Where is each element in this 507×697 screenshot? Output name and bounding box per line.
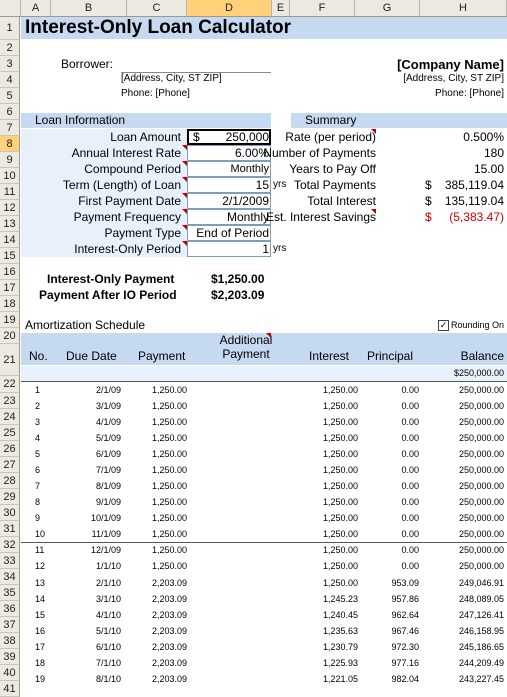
loan-info-label-2: Compound Period <box>84 162 181 176</box>
table-cell-balance: 250,000.00 <box>458 401 504 411</box>
table-cell-payment: 1,250.00 <box>151 529 187 539</box>
table-cell-payment: 2,203.09 <box>151 578 187 588</box>
table-cell-balance: 250,000.00 <box>458 529 504 539</box>
table-cell-balance: 250,000.00 <box>458 513 504 523</box>
summary-value-4: 135,119.04 <box>444 194 504 208</box>
table-row <box>21 414 507 430</box>
company-name: [Company Name] <box>397 57 504 72</box>
table-cell-interest: 1,221.05 <box>322 674 358 684</box>
row-header-32[interactable]: 32 <box>0 537 20 553</box>
row-header-35[interactable]: 35 <box>0 585 20 601</box>
summary-prefix-5: $ <box>425 210 432 224</box>
loan-info-value-5: Monthly <box>226 210 269 224</box>
table-cell-interest: 1,250.00 <box>322 401 358 411</box>
table-cell-balance: 250,000.00 <box>458 449 504 459</box>
row-header-30[interactable]: 30 <box>0 505 20 521</box>
table-cell-interest: 1,250.00 <box>322 433 358 443</box>
row-header-18[interactable]: 18 <box>0 296 20 312</box>
table-cell-principal: 0.00 <box>401 385 419 395</box>
after-io-payment-value: $2,203.09 <box>211 288 265 302</box>
table-cell-interest: 1,250.00 <box>322 465 358 475</box>
summary-value-5: (5,383.47) <box>449 210 504 224</box>
borrower-phone: Phone: [Phone] <box>121 88 190 99</box>
row-header-4[interactable]: 4 <box>0 72 20 88</box>
table-cell-balance: 250,000.00 <box>458 417 504 427</box>
row-header-1[interactable]: 1 <box>0 17 20 40</box>
summary-label-3: Total Payments <box>293 178 376 192</box>
loan-info-label-1: Annual Interest Rate <box>71 146 181 160</box>
row-header-6[interactable]: 6 <box>0 104 20 120</box>
table-row <box>21 542 507 558</box>
table-cell-no: 5 <box>35 449 41 459</box>
row-header-8[interactable]: 8 <box>0 136 20 152</box>
row-header-40[interactable]: 40 <box>0 665 20 681</box>
column-header-a[interactable]: A <box>21 0 51 16</box>
table-cell-no: 3 <box>35 417 41 427</box>
table-cell-no: 11 <box>35 545 45 555</box>
table-row <box>21 607 507 623</box>
table-cell-principal: 0.00 <box>401 513 419 523</box>
row-header-11[interactable]: 11 <box>0 184 20 200</box>
table-cell-payment: 1,250.00 <box>151 433 187 443</box>
table-cell-balance: 249,046.91 <box>458 578 504 588</box>
column-header-h[interactable]: H <box>420 0 507 16</box>
table-cell-principal: 0.00 <box>401 417 419 427</box>
table-cell-payment: 1,250.00 <box>151 385 187 395</box>
table-cell-payment: 1,250.00 <box>151 561 187 571</box>
table-row <box>21 430 507 446</box>
table-cell-due-date: 12/1/09 <box>90 545 121 555</box>
table-cell-interest: 1,250.00 <box>322 529 358 539</box>
row-header-37[interactable]: 37 <box>0 617 20 633</box>
table-cell-interest: 1,235.63 <box>322 626 358 636</box>
table-cell-payment: 1,250.00 <box>151 481 187 491</box>
table-cell-due-date: 6/1/10 <box>95 642 121 652</box>
row-header-33[interactable]: 33 <box>0 553 20 569</box>
table-cell-principal: 957.86 <box>391 594 419 604</box>
comment-indicator-loan-6[interactable] <box>182 225 187 230</box>
column-header-f[interactable]: F <box>290 0 355 16</box>
table-cell-due-date: 7/1/10 <box>95 658 121 668</box>
column-header-d[interactable]: D <box>187 0 272 16</box>
row-header-26[interactable]: 26 <box>0 441 20 457</box>
table-cell-balance: 250,000.00 <box>458 545 504 555</box>
table-cell-interest: 1,250.00 <box>322 385 358 395</box>
col-payment: Payment <box>138 349 186 363</box>
comment-indicator-loan-3[interactable] <box>182 177 187 182</box>
table-cell-payment: 2,203.09 <box>151 594 187 604</box>
table-cell-no: 9 <box>35 513 41 523</box>
table-cell-payment: 1,250.00 <box>151 449 187 459</box>
row-header-10[interactable]: 10 <box>0 168 20 184</box>
row-header-24[interactable]: 24 <box>0 409 20 425</box>
col-additional-payment: Additional Payment <box>219 333 273 361</box>
loan-info-value-3: 15 <box>255 178 269 192</box>
table-row <box>21 510 507 526</box>
row-header-17[interactable]: 17 <box>0 280 20 296</box>
table-cell-interest: 1,245.23 <box>322 594 358 604</box>
table-cell-principal: 0.00 <box>401 497 419 507</box>
summary-value-2: 15.00 <box>473 162 504 176</box>
table-cell-no: 16 <box>35 626 46 636</box>
table-cell-no: 14 <box>35 594 46 604</box>
table-cell-balance: 250,000.00 <box>458 497 504 507</box>
start-balance: $250,000.00 <box>453 368 504 378</box>
table-cell-balance: 248,089.05 <box>458 594 504 604</box>
row-header-21[interactable]: 21 <box>0 344 20 376</box>
table-cell-principal: 972.30 <box>391 642 419 652</box>
table-cell-no: 15 <box>35 610 46 620</box>
table-cell-payment: 2,203.09 <box>151 626 187 636</box>
table-cell-payment: 1,250.00 <box>151 545 187 555</box>
comment-indicator-loan-7[interactable] <box>182 241 187 246</box>
table-cell-no: 2 <box>35 401 41 411</box>
loan-info-unit-3: yrs <box>273 179 287 190</box>
row-header-36[interactable]: 36 <box>0 601 20 617</box>
table-cell-payment: 2,203.09 <box>151 610 187 620</box>
borrower-label: Borrower: <box>61 57 114 71</box>
row-header-19[interactable]: 19 <box>0 312 20 328</box>
table-cell-payment: 2,203.09 <box>151 674 187 684</box>
loan-info-header: Loan Information <box>35 113 126 127</box>
table-cell-principal: 0.00 <box>401 561 419 571</box>
table-cell-interest: 1,250.00 <box>322 545 358 555</box>
row-header-2[interactable]: 2 <box>0 40 20 56</box>
row-header-13[interactable]: 13 <box>0 216 20 232</box>
summary-label-5: Est. Interest Savings <box>265 210 376 224</box>
table-cell-interest: 1,250.00 <box>322 578 358 588</box>
row-header-12[interactable]: 12 <box>0 200 20 216</box>
table-cell-due-date: 11/1/09 <box>91 529 121 539</box>
table-cell-no: 12 <box>35 561 46 571</box>
row-header-15[interactable]: 15 <box>0 248 20 264</box>
column-header-bar <box>0 0 507 17</box>
table-cell-due-date: 8/1/09 <box>95 481 121 491</box>
table-cell-principal: 982.04 <box>391 674 419 684</box>
summary-label-4: Total Interest <box>307 194 376 208</box>
col-no: No. <box>29 349 48 363</box>
row-header-31[interactable]: 31 <box>0 521 20 537</box>
comment-indicator-additional[interactable] <box>266 333 271 338</box>
table-cell-due-date: 1/1/10 <box>95 561 121 571</box>
table-cell-payment: 1,250.00 <box>151 401 187 411</box>
table-cell-due-date: 7/1/09 <box>95 465 121 475</box>
col-due-date: Due Date <box>66 349 117 363</box>
table-cell-principal: 953.09 <box>391 578 419 588</box>
table-cell-balance: 247,126.41 <box>458 610 504 620</box>
loan-info-value-0: 250,000 <box>225 130 269 144</box>
row-header-25[interactable]: 25 <box>0 425 20 441</box>
loan-info-value-4: 2/1/2009 <box>222 194 269 208</box>
table-row <box>21 462 507 478</box>
column-header-g[interactable]: G <box>355 0 420 16</box>
table-cell-due-date: 6/1/09 <box>95 449 121 459</box>
loan-info-input-7[interactable] <box>187 241 271 257</box>
summary-value-3: 385,119.04 <box>444 178 504 192</box>
row-header-3[interactable]: 3 <box>0 56 20 72</box>
page-title: Interest-Only Loan Calculator <box>25 17 292 38</box>
row-header-29[interactable]: 29 <box>0 489 20 505</box>
row-header-27[interactable]: 27 <box>0 457 20 473</box>
table-row <box>21 591 507 607</box>
table-cell-balance: 250,000.00 <box>458 385 504 395</box>
col-interest: Interest <box>309 349 350 363</box>
table-cell-no: 10 <box>35 529 46 539</box>
loan-info-prefix-0: $ <box>193 130 200 144</box>
loan-info-unit-7: yrs <box>273 243 287 254</box>
comment-indicator-loan-4[interactable] <box>182 193 187 198</box>
table-cell-interest: 1,240.45 <box>322 610 358 620</box>
table-cell-due-date: 3/1/10 <box>95 594 121 604</box>
row-header-20[interactable]: 20 <box>0 328 20 344</box>
table-cell-payment: 1,250.00 <box>151 497 187 507</box>
summary-prefix-3: $ <box>425 178 432 192</box>
schedule-header: Amortization Schedule <box>25 318 146 332</box>
table-cell-payment: 1,250.00 <box>151 513 187 523</box>
table-cell-interest: 1,230.79 <box>322 642 358 652</box>
row-header-23[interactable]: 23 <box>0 393 20 409</box>
table-cell-due-date: 5/1/09 <box>95 433 121 443</box>
summary-label-1: Number of Payments <box>263 146 376 160</box>
table-cell-balance: 250,000.00 <box>458 465 504 475</box>
io-payment-value: $1,250.00 <box>211 272 265 286</box>
table-cell-due-date: 5/1/10 <box>95 626 121 636</box>
table-cell-principal: 0.00 <box>401 449 419 459</box>
table-cell-principal: 0.00 <box>401 481 419 491</box>
table-row <box>21 639 507 655</box>
table-cell-balance: 243,227.45 <box>458 674 504 684</box>
loan-info-label-4: First Payment Date <box>78 194 181 208</box>
col-balance: Balance <box>460 349 504 363</box>
table-row <box>21 494 507 510</box>
table-cell-payment: 1,250.00 <box>151 417 187 427</box>
table-cell-payment: 2,203.09 <box>151 642 187 652</box>
table-cell-principal: 0.00 <box>401 465 419 475</box>
loan-info-label-5: Payment Frequency <box>73 210 181 224</box>
column-header-b[interactable]: B <box>51 0 127 16</box>
company-address: [Address, City, ST ZIP] <box>403 73 504 84</box>
table-cell-principal: 0.00 <box>401 433 419 443</box>
select-all-corner[interactable] <box>0 0 21 16</box>
io-payment-label: Interest-Only Payment <box>47 272 175 286</box>
rounding-checkbox[interactable]: ✓ <box>439 320 448 330</box>
loan-info-label-6: Payment Type <box>104 226 181 240</box>
table-cell-balance: 246,158.95 <box>458 626 504 636</box>
row-header-5[interactable]: 5 <box>0 88 20 104</box>
table-cell-balance: 250,000.00 <box>458 433 504 443</box>
column-header-c[interactable]: C <box>127 0 187 16</box>
table-cell-no: 13 <box>35 578 46 588</box>
comment-indicator-loan-2[interactable] <box>182 161 187 166</box>
table-cell-due-date: 8/1/10 <box>95 674 121 684</box>
company-phone: Phone: [Phone] <box>435 88 504 99</box>
loan-info-label-3: Term (Length) of Loan <box>62 178 181 192</box>
loan-info-value-1: 6.00% <box>234 146 269 160</box>
row-header-41[interactable]: 41 <box>0 681 20 697</box>
row-header-22[interactable]: 22 <box>0 376 20 393</box>
borrower-address: [Address, City, ST ZIP] <box>121 73 222 84</box>
table-cell-due-date: 3/1/09 <box>95 401 121 411</box>
column-header-e[interactable]: E <box>272 0 290 16</box>
table-cell-no: 7 <box>35 481 41 491</box>
table-row <box>21 575 507 591</box>
table-cell-due-date: 4/1/09 <box>95 417 121 427</box>
table-cell-balance: 245,186.65 <box>458 642 504 652</box>
table-cell-no: 1 <box>35 385 41 395</box>
comment-indicator-summary-5[interactable] <box>371 209 376 214</box>
table-cell-interest: 1,250.00 <box>322 513 358 523</box>
table-row <box>21 398 507 414</box>
table-cell-interest: 1,250.00 <box>322 561 358 571</box>
table-cell-balance: 250,000.00 <box>458 561 504 571</box>
row-header-9[interactable]: 9 <box>0 152 20 168</box>
start-balance-row <box>21 366 507 381</box>
summary-prefix-4: $ <box>425 194 432 208</box>
table-cell-no: 6 <box>35 465 41 475</box>
worksheet <box>21 17 507 684</box>
summary-value-0: 0.500% <box>463 130 504 144</box>
comment-indicator-loan-1[interactable] <box>182 145 187 150</box>
table-cell-balance: 244,209.49 <box>458 658 504 668</box>
table-row <box>21 655 507 671</box>
row-header-34[interactable]: 34 <box>0 569 20 585</box>
table-cell-principal: 977.16 <box>391 658 419 668</box>
comment-indicator-loan-5[interactable] <box>182 209 187 214</box>
row-header-16[interactable]: 16 <box>0 264 20 280</box>
comment-indicator-summary-0[interactable] <box>371 129 376 134</box>
row-header-28[interactable]: 28 <box>0 473 20 489</box>
table-row <box>21 623 507 639</box>
table-row <box>21 478 507 494</box>
table-cell-payment: 1,250.00 <box>151 465 187 475</box>
table-cell-interest: 1,250.00 <box>322 417 358 427</box>
summary-label-2: Years to Pay Off <box>289 162 376 176</box>
table-cell-no: 8 <box>35 497 41 507</box>
table-cell-due-date: 9/1/09 <box>95 497 121 507</box>
table-cell-interest: 1,250.00 <box>322 481 358 491</box>
table-cell-due-date: 10/1/09 <box>90 513 121 523</box>
table-cell-interest: 1,225.93 <box>322 658 358 668</box>
row-header-39[interactable]: 39 <box>0 649 20 665</box>
table-cell-principal: 0.00 <box>401 545 419 555</box>
loan-info-value-6: End of Period <box>196 226 269 240</box>
table-cell-interest: 1,250.00 <box>322 449 358 459</box>
summary-label-0: Rate (per period) <box>285 130 376 144</box>
table-cell-due-date: 4/1/10 <box>95 610 121 620</box>
table-cell-no: 19 <box>35 674 46 684</box>
rounding-label: Rounding On <box>451 320 505 330</box>
table-cell-due-date: 2/1/10 <box>95 578 121 588</box>
loan-info-value-2: Monthly <box>230 163 269 175</box>
table-cell-principal: 0.00 <box>401 529 419 539</box>
table-cell-interest: 1,250.00 <box>322 497 358 507</box>
row-header-38[interactable]: 38 <box>0 633 20 649</box>
loan-info-label-0: Loan Amount <box>110 130 181 144</box>
table-cell-due-date: 2/1/09 <box>95 385 121 395</box>
table-cell-balance: 250,000.00 <box>458 481 504 491</box>
table-cell-principal: 0.00 <box>401 401 419 411</box>
row-header-14[interactable]: 14 <box>0 232 20 248</box>
col-principal: Principal <box>367 349 414 363</box>
loan-info-value-7: 1 <box>262 242 269 256</box>
table-cell-principal: 967.46 <box>391 626 419 636</box>
after-io-payment-label: Payment After IO Period <box>39 288 177 302</box>
row-header-7[interactable]: 7 <box>0 120 20 136</box>
summary-header: Summary <box>305 113 357 127</box>
table-row <box>21 526 507 542</box>
table-row <box>21 671 507 687</box>
table-cell-no: 18 <box>35 658 46 668</box>
summary-value-1: 180 <box>483 146 504 160</box>
table-cell-no: 17 <box>35 642 46 652</box>
table-cell-payment: 2,203.09 <box>151 658 187 668</box>
table-cell-no: 4 <box>35 433 41 443</box>
table-row <box>21 382 507 398</box>
table-row <box>21 446 507 462</box>
table-cell-principal: 962.64 <box>391 610 419 620</box>
loan-info-label-7: Interest-Only Period <box>74 242 181 256</box>
table-row <box>21 558 507 574</box>
